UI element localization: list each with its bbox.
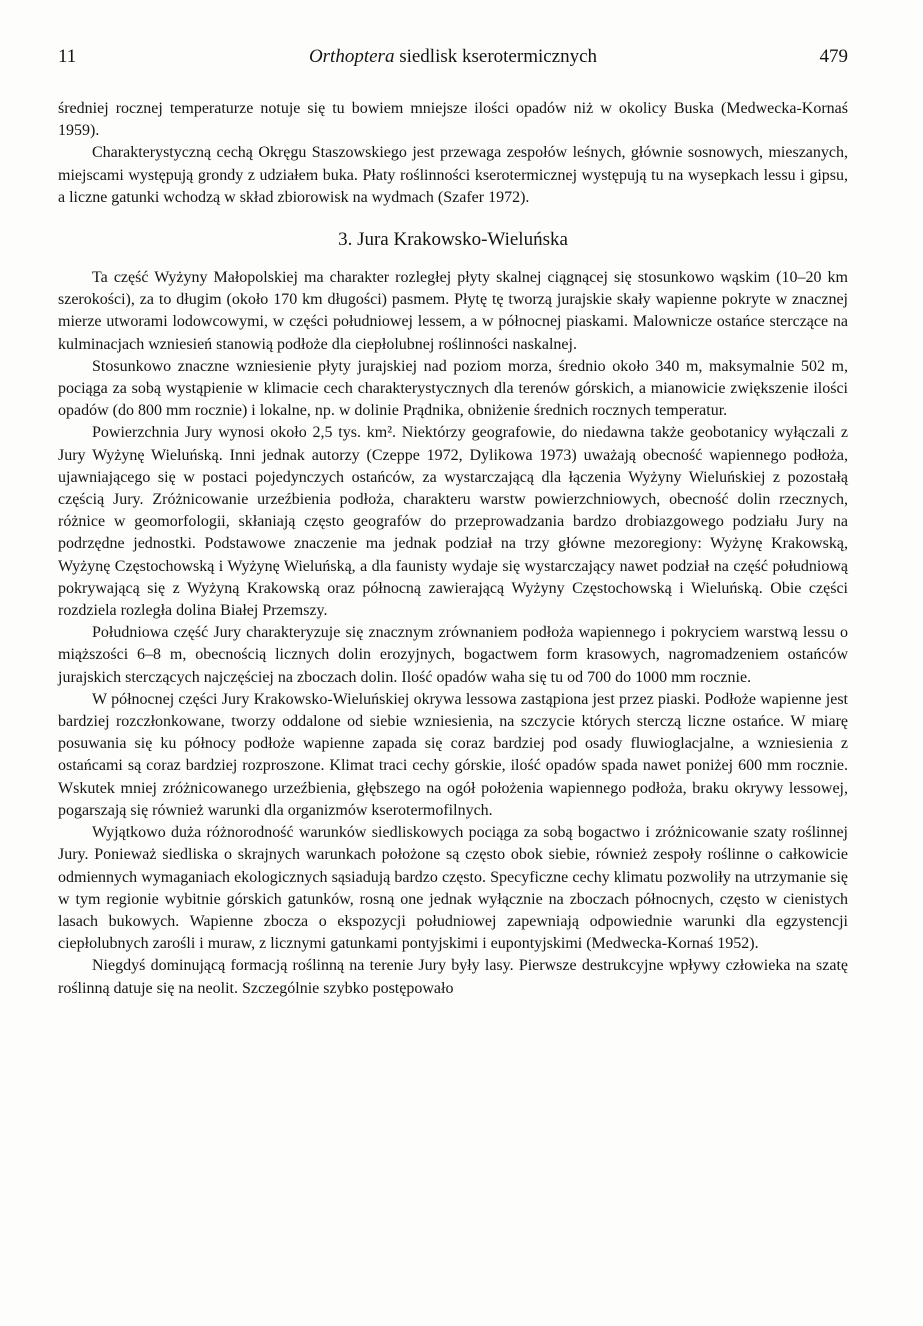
paragraph: średniej rocznej temperaturze notuje się tu bowiem mniejsze ilości opadów niż w okolicy Buska (Medwecka-Kornaś 1959).: [58, 100, 848, 140]
body-text: [58, 98, 848, 1000]
page-number: 479: [819, 46, 848, 67]
paragraph: Charakterystyczną cechą Okręgu Staszowskiego jest przewaga zespołów leśnych, głównie sosnowych, mieszanych, miejscami występują grondy z udziałem buka. Płaty roślinności kserotermicznej występują tu na wysepkach lessu i gipsu, a liczne gatunki wchodzą w skład zbiorowisk na wydmach (Szafer 1972).: [58, 144, 848, 206]
paragraph: Ta część Wyżyny Małopolskiej ma charakter rozległej płyty skalnej ciągnącej się stosunkowo wąskim (10–20 km szerokości), za to długim (około 170 km długości) pasmem. Płytę tę tworzą jurajskie skały wapienne pokryte w znacznej mierze utworami lodowcowymi, w części południowej lessem, a w północnej piaskami. Malownicze ostańce sterczące na kulminacjach wzniesień stanowią podłoże dla ciepłolubnej roślinności naskalnej.: [58, 269, 848, 353]
running-header: [58, 46, 848, 74]
chapter-number: 11: [58, 46, 77, 67]
paragraph: Niegdyś dominującą formacją roślinną na terenie Jury były lasy. Pierwsze destrukcyjne wpływy człowieka na szatę roślinną datuje się na neolit. Szczególnie szybko postępowało: [58, 957, 848, 997]
paragraph: Powierzchnia Jury wynosi około 2,5 tys. km². Niektórzy geografowie, do niedawna także geobotanicy wyłączali z Jury Wyżynę Wieluńską. Inni jednak autorzy (Czeppe 1972, Dylikowa 1973) uważają obecność wapiennego podłoża, ujawniającego się w postaci pojedynczych ostańców, za wystarczającą dla łączenia Wyżyny Wieluńskiej z pozostałą częścią Jury. Zróżnicowanie urzeźbienia podłoża, charakteru warstw powierzchniowych, obecność dolin rzecznych, różnice w geomorfologii, skłaniają często geografów do przeprowadzania bardzo drobiazgowego podziału Jury na podrzędne jednostki. Podstawowe znaczenie ma jednak podział na trzy główne mezoregiony: Wyżynę Krakowską, Wyżynę Częstochowską i Wyżynę Wieluńską, a dla faunisty wydaje się wystarczający nawet podział na część południową pokrywającą się z Wyżyną Krakowską oraz północną zawierającą Wyżyny Częstochowską i Wieluńską. Obie części rozdziela rozległa dolina Białej Przemszy.: [58, 424, 848, 620]
running-title-italic: Orthoptera: [308, 46, 395, 67]
running-title-rest: siedlisk kserotermicznych: [394, 46, 598, 67]
paragraph: Stosunkowo znaczne wzniesienie płyty jurajskiej nad poziom morza, średnio około 340 m, maksymalnie 502 m, pociąga za sobą wystąpienie w klimacie cech charakterystycznych dla terenów górskich, a mianowicie zwiększenie ilości opadów (do 800 mm rocznie) i lokalne, np. w dolinie Prądnika, obniżenie średnich rocznych temperatur.: [58, 357, 848, 420]
paragraph: W północnej części Jury Krakowsko-Wieluńskiej okrywa lessowa zastąpiona jest przez piaski. Podłoże wapienne jest bardziej rozczłonkowane, tworzy oddalone od siebie wzniesienia, na szczycie których sterczą liczne ostańce. W miarę posuwania się ku północy podłoże wapienne zapada się coraz bardziej pod osady fluwioglacjalne, a wzniesienia z ostańcami są coraz bardziej rozproszone. Klimat traci cechy górskie, ilość opadów spada nawet poniżej 600 mm rocznie. Wskutek mniej zróżnicowanego urzeźbienia, głębszego na ogół położenia wapiennego podłoża, braku okrywy lessowej, pogarszają się również warunki dla organizmów kserotermofilnych.: [58, 690, 848, 819]
paragraph: Wyjątkowo duża różnorodność warunków siedliskowych pociąga za sobą bogactwo i zróżnicowanie szaty roślinnej Jury. Ponieważ siedliska o skrajnych warunkach położone są często obok siebie, również zespoły roślinne o całkowicie odmiennych wymaganiach ekologicznych sąsiadują bardzo często. Specyficzne cechy klimatu pozwoliły na utrzymanie się w tym regionie wybitnie górskich gatunków, rosną one jednak wyłącznie na zboczach północnych, często w cienistych lasach bukowych. Wapienne zbocza o ekspozycji południowej zapewniają odpowiednie warunki dla egzystencji ciepłolubnych zarośli i muraw, z licznymi gatunkami pontyjskimi i eupontyjskimi (Medwecka-Kornaś 1952).: [58, 824, 848, 953]
paragraph: Południowa część Jury charakteryzuje się znacznym zrównaniem podłoża wapiennego i pokryciem warstwą lessu o miąższości 6–8 m, obecnością licznych dolin erozyjnych, bogactwem form krasowych, nagromadzeniem ostańców jurajskich sterczących najczęściej na zboczach dolin. Ilość opadów waha się tu od 700 do 1000 mm rocznie.: [58, 624, 848, 686]
section-heading: 3. Jura Krakowsko-Wieluńska: [338, 229, 568, 251]
running-title: [58, 46, 848, 68]
